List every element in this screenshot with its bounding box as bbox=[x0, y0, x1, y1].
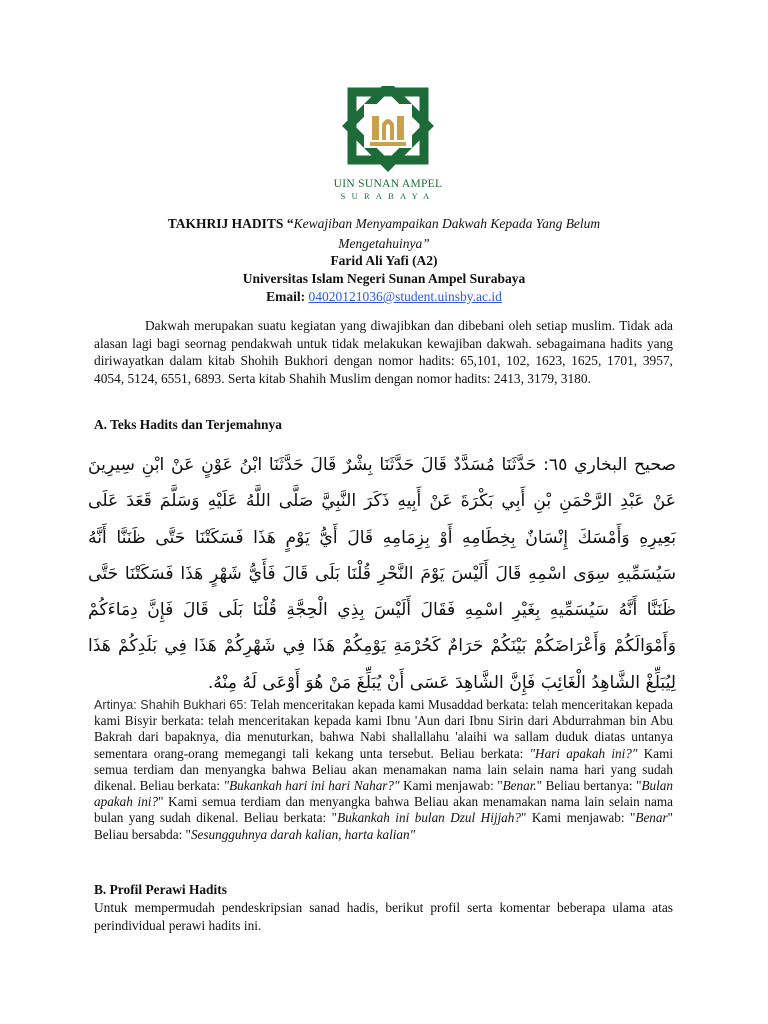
email-line bbox=[0, 289, 768, 305]
title-italic: Kewajiban Menyampaikan Dakwah Kepada Yang Belum bbox=[293, 216, 601, 231]
translation-quote: Bulan apakah ini? bbox=[94, 778, 673, 810]
translation-quote: Sesungguhnya darah kalian, harta kalian" bbox=[190, 826, 416, 842]
author-name: Farid Ali Yafi (A2) bbox=[330, 253, 438, 268]
translation-text: Kami menjawab: " bbox=[399, 778, 503, 794]
translation-text: Telah menceritakan kepada kami Musaddad berkata: telah menceritakan kepada kami Bisyir berkata: telah menceritakan kepada kami Ibnu 'Aun dari Ibnu Sirin dari Abdurrahman bin Abu Bakrah dari bapaknya, dia menuturkan, bahwa Nabi shallallahu 'alaihi wa sallam duduk diatas untanya sementara orang-orang memegangi tali kekang unta tersebut. Beliau berkata: bbox=[94, 697, 673, 761]
email-link[interactable]: 04020121036@student.uinsby.ac.id bbox=[308, 289, 502, 304]
arabic-line: الشَّاهِدُ الْغَائِبَ فَإِنَّ الشَّاهِدَ عَسَى أَنْ يُبَلِّغَ مَنْ هُوَ أَوْعَى لَهُ مِنْهُ. bbox=[207, 672, 641, 693]
arabic-line: سِوَى اسْمِهِ قَالَ أَلَيْسَ يَوْمَ النَّحْرِ قُلْنَا بَلَى قَالَ فَأَيُّ شَهْرٍ هَذَا فَسَكَتْنَا حَتَّى ظَنَنَّا أَنَّهُ bbox=[88, 563, 676, 621]
logo-text-surabaya: SURABAYA bbox=[340, 191, 436, 201]
translation-quote: Benar. bbox=[502, 778, 537, 794]
arabic-line: صحيح البخاري ٦٥: حَدَّثَنَا مُسَدَّدٌ قَالَ حَدَّثَنَا بِشْرٌ قَالَ حَدَّثَنَا ابْنُ عَوْنٍ عَنْ ابْنِ bbox=[141, 455, 677, 475]
intro-paragraph: Dakwah merupakan suatu kegiatan yang diwajibkan dan dibebani oleh setiap muslim. Tidak ada alasan lagi bagi seornag pendakwah untuk tidak melakukan kewajiban dakwah. sebagaimana hadits yang diriwayatkan dalam kitab Shohih Bukhori dengan nomor hadits: 65,101, 102, 1623, 1625, 1701, 3957, 4054, 5124, 6551, 6893. Serta kitab Shahih Muslim dengan nomor hadits: 2413, 3179, 3180. bbox=[94, 318, 673, 386]
translation-text: " Kami menjawab: " bbox=[520, 810, 636, 826]
email-label: Email: bbox=[266, 289, 309, 304]
translation-lead: Artinya: Shahih Bukhari 65: bbox=[94, 698, 251, 712]
arabic-line: وَأَعْرَاضَكُمْ بَيْنَكُمْ حَرَامٌ كَحُرْمَةِ يَوْمِكُمْ هَذَا فِي شَهْرِكُمْ هَذَا فِي بَلَدِكُمْ هَذَا لِيُبَلِّغْ bbox=[88, 636, 676, 693]
document-title-line2: Mengetahuinya” bbox=[338, 236, 430, 251]
arabic-line: سَيُسَمِّيهِ بِغَيْرِ اسْمِهِ فَقَالَ أَلَيْسَ بِذِي الْحِجَّةِ قُلْنَا بَلَى قَالَ فَإِنَّ دِمَاءَكُمْ وَأَمْوَالَكُمْ bbox=[88, 600, 677, 657]
translation-quote: "Bukankah hari ini hari Nahar?" bbox=[223, 778, 400, 794]
translation-quote: Bukankah ini bulan Dzul Hijjah? bbox=[337, 810, 521, 826]
translation-text: Kami semua terdiam dan menyangka bahwa Beliau akan menamakan nama lain selain nama hari yang sudah dikenal. Beliau berkata: bbox=[94, 745, 673, 794]
logo-text-uin: UIN SUNAN AMPEL bbox=[333, 178, 443, 190]
translation-text: " Beliau bersabda: " bbox=[94, 810, 674, 842]
document-title bbox=[0, 216, 768, 232]
university-name: Universitas Islam Negeri Sunan Ampel Surabaya bbox=[242, 271, 526, 286]
translation-quote: Benar bbox=[635, 810, 668, 826]
section-b-paragraph: Untuk mempermudah pendeskripsian sanad hadis, berikut profil serta komentar beberapa ulama atas perindividual perawi hadits ini. bbox=[94, 900, 673, 933]
translation-text: " Kami semua terdiam dan menyangka bahwa Beliau akan menamakan nama lain selain nama bulan yang sudah dikenal. Beliau berkata: " bbox=[94, 794, 673, 826]
arabic-line: بَعِيرِهِ وَأَمْسَكَ إِنْسَانٌ بِخِطَامِهِ أَوْ بِزِمَامِهِ قَالَ أَيُّ يَوْمٍ هَذَا فَسَكَتْنَا حَتَّى ظَنَنَّا أَنَّهُ سَيُسَمِّيهِ bbox=[88, 527, 676, 584]
translation-quote: "Hari apakah ini?" bbox=[529, 745, 638, 761]
title-prefix: TAKHRIJ HADITS “ bbox=[167, 216, 294, 231]
section-a-heading: A. Teks Hadits dan Terjemahnya bbox=[94, 417, 282, 432]
uin-logo-emblem bbox=[330, 86, 446, 180]
arabic-line: سِيرِينَ عَنْ عَبْدِ الرَّحْمَنِ بْنِ أَبِي بَكْرَةَ عَنْ أَبِيهِ ذَكَرَ النَّبِيَّ صَلَّى اللَّهُ عَلَيْهِ وَسَلَّمَ قَعَدَ عَلَى bbox=[88, 455, 676, 512]
section-b-heading: B. Profil Perawi Hadits bbox=[94, 882, 227, 897]
hadith-arabic-text bbox=[88, 447, 676, 701]
translation-text: " Beliau bertanya: " bbox=[536, 778, 642, 794]
hadith-translation bbox=[94, 697, 673, 843]
